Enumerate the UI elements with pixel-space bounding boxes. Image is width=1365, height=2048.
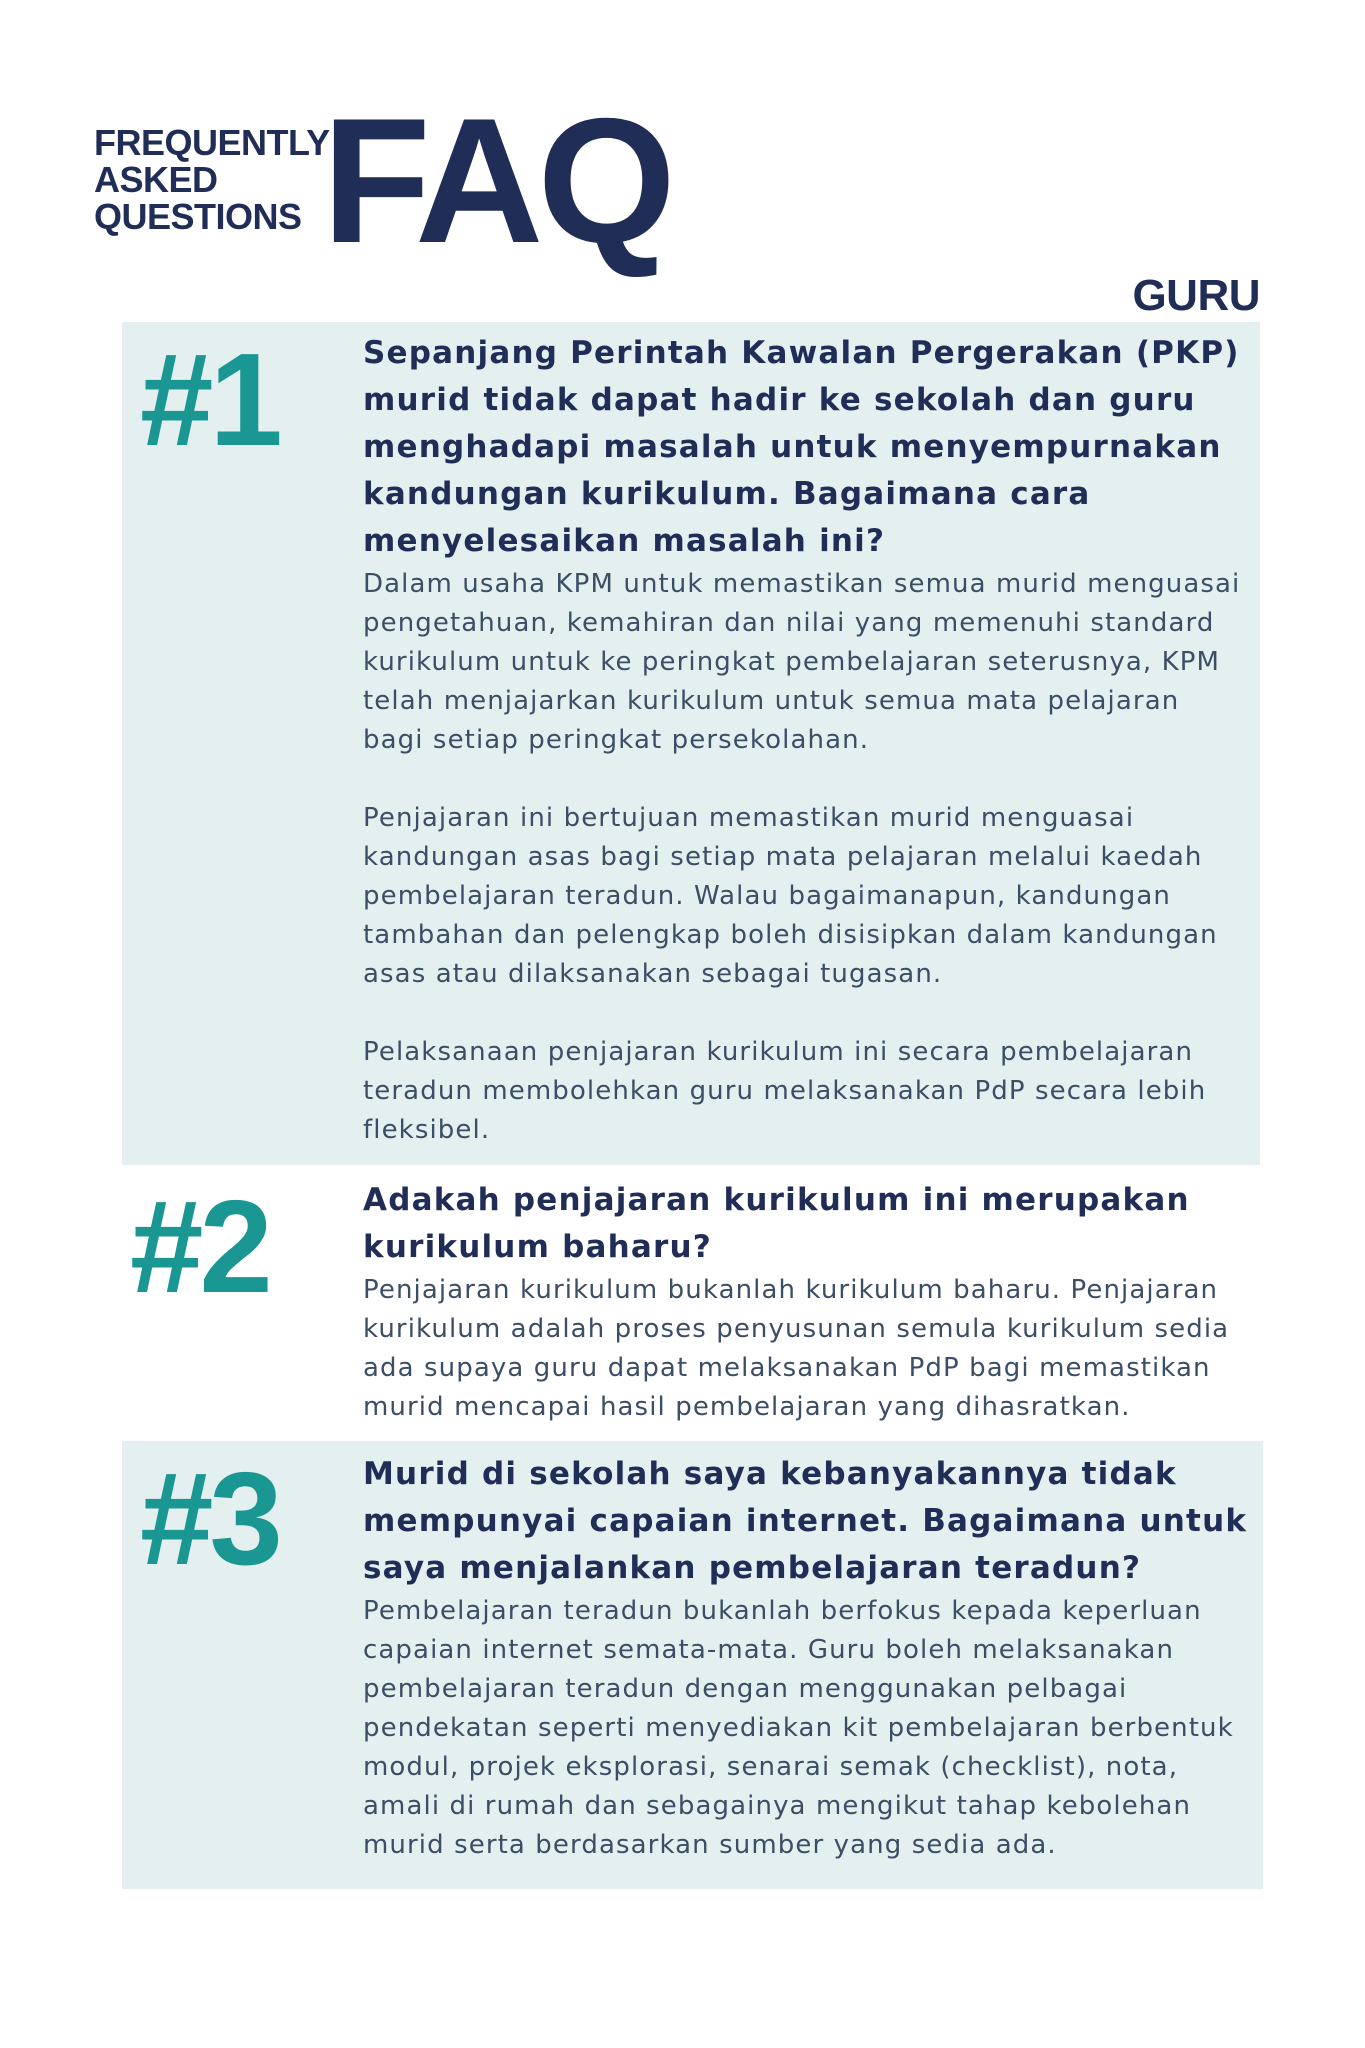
faq-item-3 <box>122 1441 1263 1889</box>
faq-number: #3 <box>140 1445 279 1592</box>
faq-question: Murid di sekolah saya kebanyakannya tidak mempunyai capaian internet. Bagaimana untuk saya menjalankan pembelajaran teradun? <box>363 1456 1248 1586</box>
faq-item-2 <box>122 1165 1260 1441</box>
faq-number: #2 <box>130 1173 269 1320</box>
answer-paragraph: Penjajaran ini bertujuan memastikan murid menguasai kandungan asas bagi setiap mata pelajaran melalui kaedah pembelajaran teradun. Walau bagaimanapun, kandungan tambahan dan pelengkap boleh disisipkan dalam kandungan asas atau dilaksanakan sebagai tugasan. <box>363 803 1218 989</box>
header-subtitle-line: QUESTIONS <box>94 196 302 237</box>
answer-paragraph: Pelaksanaan penjajaran kurikulum ini secara pembelajaran teradun membolehkan guru melaksanakan PdP secara lebih fleksibel. <box>363 1037 1207 1145</box>
answer-paragraph: Pembelajaran teradun bukanlah berfokus kepada keperluan capaian internet semata-mata. Guru boleh melaksanakan pembelajaran teradun dengan menggunakan pelbagai pendekatan seperti menyediakan kit pembelajaran berbentuk modul, projek eksplorasi, senarai semak (checklist), nota, amali di rumah dan sebagainya mengikut tahap kebolehan murid serta berdasarkan sumber yang sedia ada. <box>363 1596 1234 1860</box>
faq-answer <box>363 565 1243 1150</box>
faq-question: Adakah penjajaran kurikulum ini merupakan kurikulum baharu? <box>363 1182 1190 1265</box>
header-subtitle <box>94 124 330 235</box>
faq-item-1 <box>122 322 1260 1165</box>
header-subtitle-line: FREQUENTLY <box>94 122 330 163</box>
faq-number: #1 <box>140 326 279 473</box>
audience-label: GURU <box>1132 271 1260 320</box>
faq-answer <box>363 1271 1243 1427</box>
faq-question: Sepanjang Perintah Kawalan Pergerakan (PKP) murid tidak dapat hadir ke sekolah dan guru menghadapi masalah untuk menyempurnakan kandungan kurikulum. Bagaimana cara menyelesaikan masalah ini? <box>363 335 1240 559</box>
answer-paragraph: Dalam usaha KPM untuk memastikan semua murid menguasai pengetahuan, kemahiran dan nilai yang memenuhi standard kurikulum untuk ke peringkat pembelajaran seterusnya, KPM telah menjajarkan kurikulum untuk semua mata pelajaran bagi setiap peringkat persekolahan. <box>363 569 1241 755</box>
answer-paragraph: Penjajaran kurikulum bukanlah kurikulum baharu. Penjajaran kurikulum adalah proses penyusunan semula kurikulum sedia ada supaya guru dapat melaksanakan PdP bagi memastikan murid mencapai hasil pembelajaran yang dihasratkan. <box>363 1275 1230 1422</box>
faq-answer <box>363 1592 1248 1865</box>
page-title: FAQ <box>322 81 670 280</box>
header-subtitle-line: ASKED <box>94 159 218 200</box>
